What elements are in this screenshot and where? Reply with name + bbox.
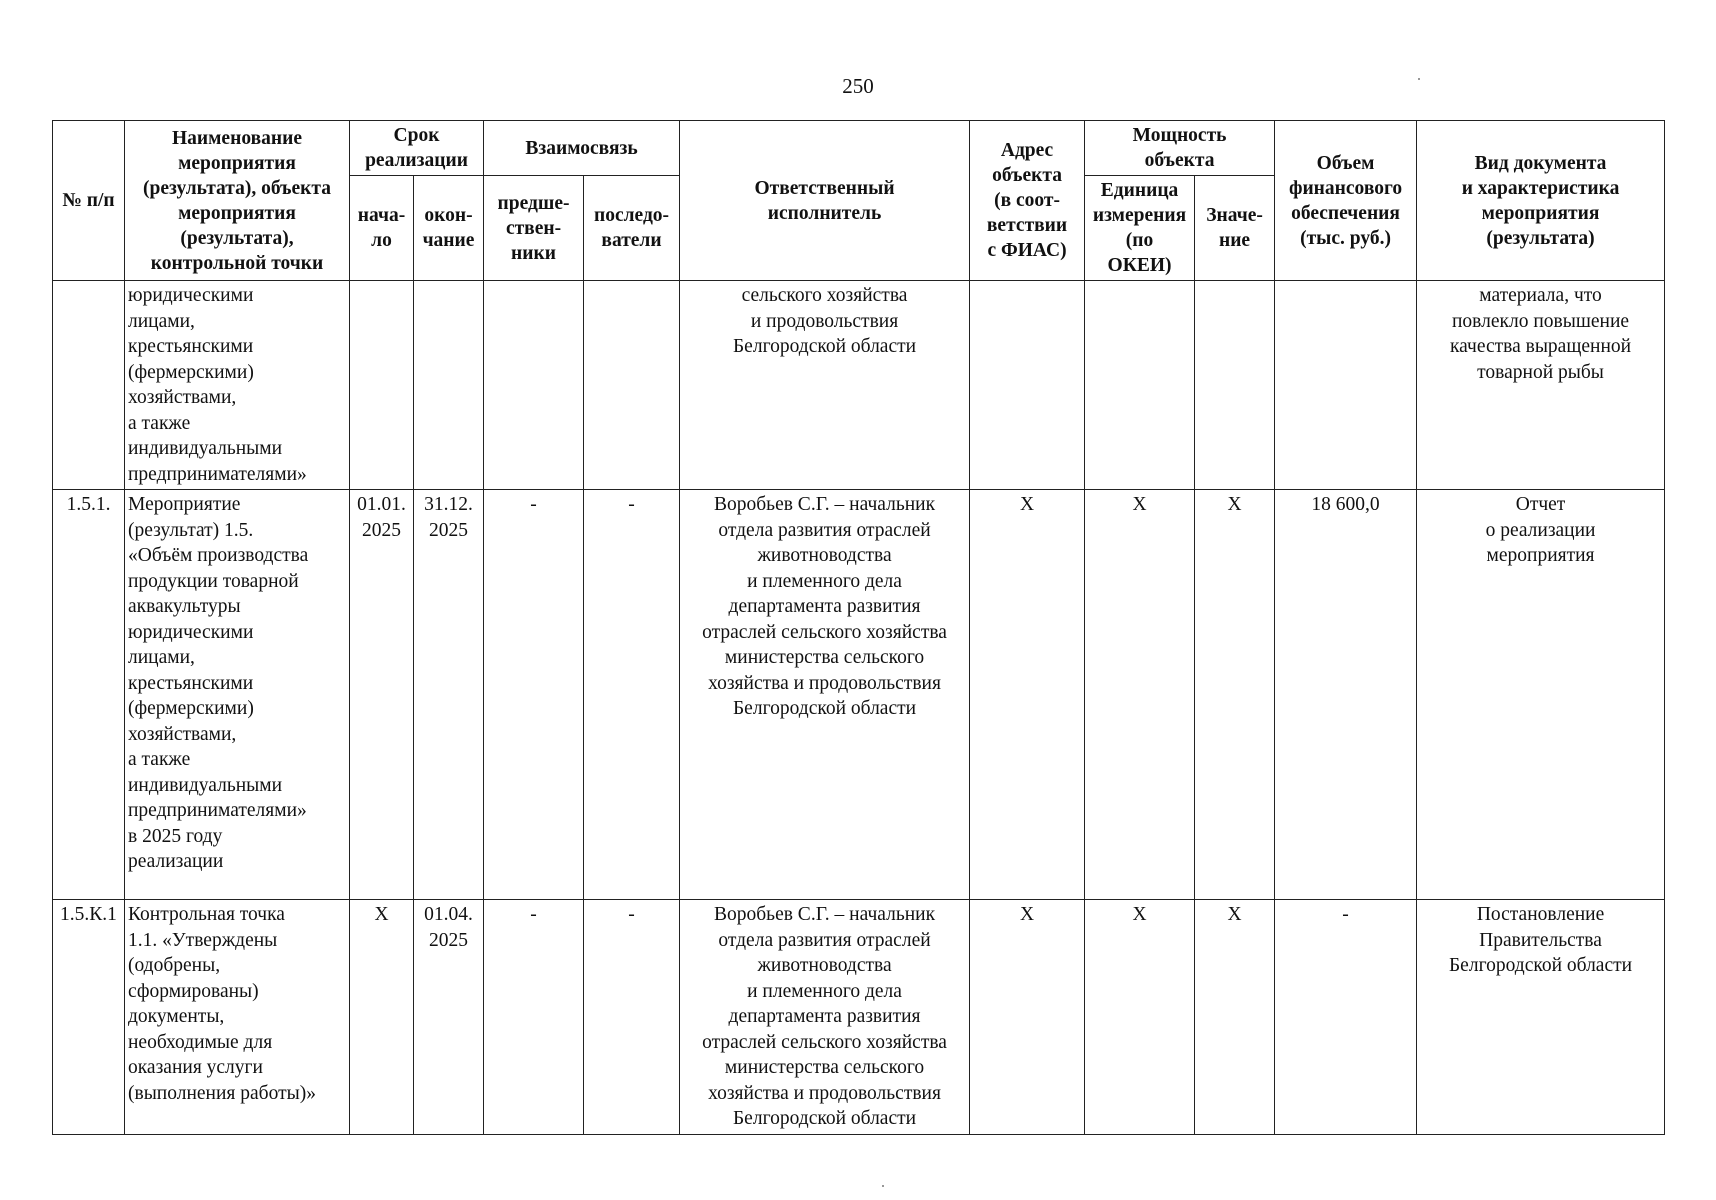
cell-value: X	[1195, 490, 1275, 900]
cell-unit: X	[1085, 490, 1195, 900]
cell-number	[53, 281, 125, 490]
cell-responsible: сельского хозяйства и продовольствия Белгородской области	[680, 281, 970, 490]
header-number: № п/п	[53, 121, 125, 281]
header-term: Срок реализации	[350, 121, 484, 176]
cell-end	[414, 281, 484, 490]
header-finance: Объем финансового обеспечения (тыс. руб.)	[1275, 121, 1417, 281]
header-capacity-unit: Единица измерения (по ОКЕИ)	[1085, 176, 1195, 281]
cell-address: X	[970, 490, 1085, 900]
header-link: Взаимосвязь	[484, 121, 680, 176]
cell-address: X	[970, 900, 1085, 1135]
cell-end: 01.04. 2025	[414, 900, 484, 1135]
cell-prev: -	[484, 490, 584, 900]
table-row	[53, 900, 1665, 1135]
cell-responsible: Воробьев С.Г. – начальник отдела развития отраслей животноводства и племенного дела департамента развития отраслей сельского хозяйства министерства сельского хозяйства и продовольствия Белгородской области	[680, 900, 970, 1135]
cell-prev	[484, 281, 584, 490]
cell-name: юридическими лицами, крестьянскими (фермерскими) хозяйствами, а также индивидуальными предпринимателями»	[125, 281, 350, 490]
cell-value: X	[1195, 900, 1275, 1135]
header-term-start: нача- ло	[350, 176, 414, 281]
cell-doc-type: Отчет о реализации мероприятия	[1417, 490, 1665, 900]
cell-end: 31.12. 2025	[414, 490, 484, 900]
cell-responsible: Воробьев С.Г. – начальник отдела развития отраслей животноводства и племенного дела департамента развития отраслей сельского хозяйства министерства сельского хозяйства и продовольствия Белгородской области	[680, 490, 970, 900]
cell-start: 01.01. 2025	[350, 490, 414, 900]
scan-speck	[1418, 78, 1420, 80]
cell-finance	[1275, 281, 1417, 490]
header-capacity: Мощность объекта	[1085, 121, 1275, 176]
cell-number: 1.5.1.	[53, 490, 125, 900]
header-term-end: окон- чание	[414, 176, 484, 281]
cell-number: 1.5.К.1	[53, 900, 125, 1135]
table-header	[53, 121, 1665, 281]
cell-value	[1195, 281, 1275, 490]
header-name: Наименование мероприятия (результата), объекта мероприятия (результата), контрольной точки	[125, 121, 350, 281]
cell-doc-type: материала, что повлекло повышение качества выращенной товарной рыбы	[1417, 281, 1665, 490]
cell-address	[970, 281, 1085, 490]
cell-prev: -	[484, 900, 584, 1135]
table-row	[53, 490, 1665, 900]
table-row	[53, 281, 1665, 490]
header-doc-type: Вид документа и характеристика мероприятия (результата)	[1417, 121, 1665, 281]
cell-name: Контрольная точка 1.1. «Утверждены (одобрены, сформированы) документы, необходимые для оказания услуги (выполнения работы)»	[125, 900, 350, 1135]
header-responsible: Ответственный исполнитель	[680, 121, 970, 281]
cell-next: -	[584, 900, 680, 1135]
cell-finance: 18 600,0	[1275, 490, 1417, 900]
activities-table	[52, 120, 1665, 1135]
header-link-next: последо- ватели	[584, 176, 680, 281]
header-link-prev: предше- ствен- ники	[484, 176, 584, 281]
cell-doc-type: Постановление Правительства Белгородской области	[1417, 900, 1665, 1135]
cell-start: X	[350, 900, 414, 1135]
page-number: 250	[842, 74, 874, 98]
cell-next: -	[584, 490, 680, 900]
header-capacity-value: Значе- ние	[1195, 176, 1275, 281]
cell-start	[350, 281, 414, 490]
cell-unit: X	[1085, 900, 1195, 1135]
cell-next	[584, 281, 680, 490]
cell-name: Мероприятие (результат) 1.5. «Объём производства продукции товарной аквакультуры юридическими лицами, крестьянскими (фермерскими) хозяйствами, а также индивидуальными предпринимателями» в 2025 году реализации	[125, 490, 350, 900]
cell-unit	[1085, 281, 1195, 490]
scan-speck	[882, 1185, 884, 1187]
header-address: Адрес объекта (в соот- ветствии с ФИАС)	[970, 121, 1085, 281]
cell-finance: -	[1275, 900, 1417, 1135]
